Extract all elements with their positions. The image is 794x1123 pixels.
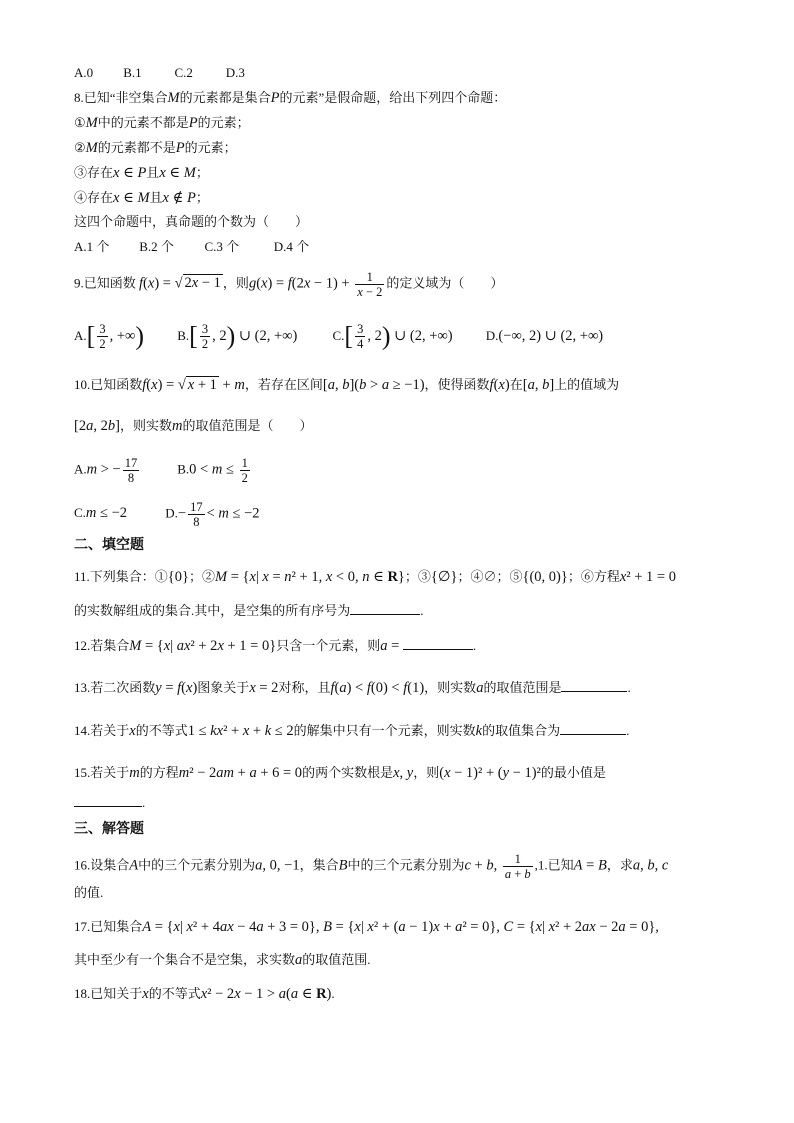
q10-stem2-c: 的取值范围是（ ） xyxy=(182,418,313,433)
q15-c: 的两个实数根是 xyxy=(302,765,394,780)
q15-d: ，则 xyxy=(413,765,440,780)
q10-stem-e: 上的值域为 xyxy=(554,377,620,392)
q10-stem2-b: ，则实数 xyxy=(119,418,172,433)
q10-option-c: C.m ≤ −2 xyxy=(74,505,128,522)
q10-stem-d: 在 xyxy=(509,377,523,392)
q8-stem-a: 8.已知“非空集合 xyxy=(74,90,168,105)
q11-answer-blank[interactable] xyxy=(350,602,420,615)
q9-opt-d-label: D. xyxy=(485,327,499,343)
q10-opt-b-label: B. xyxy=(177,461,190,477)
q10-option-d: D.− $\frac{17}{8}$ < m ≤ −2 xyxy=(165,500,260,529)
q7-option-a: A.0 xyxy=(74,65,94,80)
q10-option-a: A.m > − $\frac{17}{8}$ xyxy=(74,456,138,485)
q13-c: 对称，且 xyxy=(278,680,331,695)
q15-end: . xyxy=(142,795,146,810)
q16-c: ，集合 xyxy=(299,857,339,873)
q9-option-d: D.(−∞, 2) ∪ (2, +∞) xyxy=(485,327,604,344)
q8-prop-4: ④存在x ∈ M且x ∉ P； xyxy=(74,190,209,206)
q12-end: . xyxy=(472,638,477,653)
q10-stem-c: ，使得函数 xyxy=(424,377,490,392)
q7-options xyxy=(74,64,245,82)
q14-c: 的解集中只有一个元素，则实数 xyxy=(293,723,476,738)
q13-a: 13.若二次函数 xyxy=(74,680,156,695)
q15-answer-blank[interactable] xyxy=(74,794,142,807)
section-fill-blank-heading: 二、填空题 xyxy=(74,537,144,553)
q17-line2-text: 其中至少有一个集合不是空集，求实数 xyxy=(74,952,296,967)
q8-prop-3: ③存在x ∈ P且x ∈ M； xyxy=(74,165,209,181)
section-answer-heading: 三、解答题 xyxy=(74,821,144,837)
q15-stem: 15.若关于m的方程m² − 2am + a + 6 = 0的两个实数根是x, y，则(x − 1)² + (y − 1)²的最小值是 xyxy=(74,765,606,781)
q14-a: 14.若关于 xyxy=(74,723,130,738)
q9-stem-c: 的定义域为（ ） xyxy=(386,275,504,291)
q8-p2-c: 的元素； xyxy=(184,140,237,155)
q8-ask: 这四个命题中，真命题的个数为（ ） xyxy=(74,214,309,229)
q8-options xyxy=(74,238,309,256)
q11-d: ；④∅；⑤ xyxy=(457,569,523,584)
q8-prop-2: ②M的元素都不是P的元素； xyxy=(74,140,237,156)
q14-answer-blank[interactable] xyxy=(560,722,626,735)
q8-p3-b: 且 xyxy=(146,165,160,180)
q13-answer-blank[interactable] xyxy=(561,679,627,692)
q11-line2-text: 的实数解组成的集合.其中，是空集的所有序号为 xyxy=(74,603,351,618)
q10-stem-2: [2a, 2b]，则实数m的取值范围是（ ） xyxy=(74,418,313,434)
q9-option-a: A.[ $\frac{3}{2}$ , +∞) xyxy=(74,321,144,351)
q8-p4-c: ； xyxy=(195,190,209,205)
q13-d: ，则实数 xyxy=(424,680,477,695)
q11-line2 xyxy=(74,602,424,620)
q10-options-row1 xyxy=(74,456,252,485)
q7-option-c: C.2 xyxy=(174,65,193,80)
q11-a: 11.下列集合：① xyxy=(74,569,168,584)
q17-stem: 17.已知集合A = {x| x² + 4ax − 4a + 3 = 0}, B = {x| x² + (a − 1)x + a² = 0}, C = {x| x² + 2ax − 2a = 0}, xyxy=(74,919,659,935)
q8-p1-b: 中的元素不都是 xyxy=(97,115,189,130)
q10-opt-c-label: C. xyxy=(74,505,86,521)
q8-p3-a: ③存在 xyxy=(74,165,114,180)
q8-stem: 8.已知“非空集合M的元素都是集合P的元素”是假命题，给出下列四个命题： xyxy=(74,90,507,106)
q14-end: . xyxy=(626,723,630,738)
q12-b: 只含一个元素，则 xyxy=(276,638,381,653)
q14-b: 的不等式 xyxy=(135,723,188,738)
q8-p4-b: 且 xyxy=(149,190,163,205)
q8-p4-a: ④存在 xyxy=(74,190,114,205)
q10-stem-b: ，若存在区间 xyxy=(244,377,323,392)
q17-line2-end: 的取值范围. xyxy=(302,952,371,967)
q16-stem: 16.设集合A中的三个元素分别为a, 0, −1，集合B中的三个元素分别为c + b, $\frac{1}{a + b}$ ,1.已知A = B，求a, b, c xyxy=(74,852,669,881)
q11-b: ；② xyxy=(188,569,215,584)
q11-stem: 11.下列集合：①{0}；②M = {x| x = n² + 1, x < 0, n ∈ R}；③{∅}；④∅；⑤{(0, 0)}；⑥方程x² + 1 = 0 xyxy=(74,569,676,585)
q9-option-b: B.[ $\frac{3}{2}$ , 2) ∪ (2, +∞) xyxy=(177,321,298,351)
q8-p1-a: ① xyxy=(74,115,86,130)
q8-p3-c: ； xyxy=(195,165,209,180)
q9-options xyxy=(74,322,603,351)
q8-stem-b: 的元素都是集合 xyxy=(179,90,271,105)
q16-b: 中的三个元素分别为 xyxy=(138,857,256,873)
q10-option-b: B.0 < m ≤ $\frac{1}{2}$ xyxy=(177,456,248,485)
q9-stem-a: 9.已知函数 xyxy=(74,275,136,291)
q8-option-d: D.4 个 xyxy=(273,239,310,254)
q12-answer-blank[interactable] xyxy=(403,637,473,650)
q12-a: 12.若集合 xyxy=(74,638,130,653)
q8-option-b: B.2 个 xyxy=(139,239,174,254)
q12-stem: 12.若集合M = {x| ax² + 2x + 1 = 0}只含一个元素，则a = . xyxy=(74,638,477,654)
q16-a: 16.设集合 xyxy=(74,857,130,873)
q16-d: 中的三个元素分别为 xyxy=(347,857,465,873)
q9-stem-b: ，则 xyxy=(222,275,249,291)
q8-option-c: C.3 个 xyxy=(204,239,240,254)
q9-opt-a-label: A. xyxy=(74,327,87,343)
q8-p2-b: 的元素都不是 xyxy=(97,140,176,155)
q10-opt-a-label: A. xyxy=(74,461,87,477)
q13-e: 的取值范围是 xyxy=(483,680,562,695)
q16-line2: 的值. xyxy=(74,885,104,900)
q15-a: 15.若关于 xyxy=(74,765,130,780)
q14-stem: 14.若关于x的不等式1 ≤ kx² + x + k ≤ 2的解集中只有一个元素，则实数k的取值集合为 . xyxy=(74,723,630,739)
q10-options-row2 xyxy=(74,500,260,529)
q18-b: 的不等式 xyxy=(148,986,201,1001)
q15-line2 xyxy=(74,794,145,812)
q8-prop-1: ①M中的元素不都是P的元素； xyxy=(74,115,250,131)
q18-end: . xyxy=(331,986,335,1001)
q10-stem: 10.已知函数f(x) = √ x + 1 + m，若存在区间[a, b](b > a ≥ −1)，使得函数f(x)在[a, b]上的值域为 xyxy=(74,377,620,393)
q18-a: 18.已知关于 xyxy=(74,986,143,1001)
q9-stem: 9.已知函数 f(x) = √ 2x − 1 ，则g(x) = f(2x − 1) + $\frac{1}{x - 2}$ 的定义域为（ ） xyxy=(74,270,504,299)
q14-d: 的取值集合为 xyxy=(482,723,561,738)
q15-b: 的方程 xyxy=(139,765,179,780)
q16-e: ,1.已知 xyxy=(534,857,574,873)
q8-p1-c: 的元素； xyxy=(197,115,250,130)
q11-c: ；③ xyxy=(404,569,431,584)
q10-stem-a: 10.已知函数 xyxy=(74,377,143,392)
q7-option-d: D.3 xyxy=(225,65,245,80)
q13-stem: 13.若二次函数y = f(x)图象关于x = 2对称，且f(a) < f(0) < f(1)，则实数a的取值范围是 . xyxy=(74,680,631,696)
q8-stem-c: 的元素”是假命题，给出下列四个命题： xyxy=(279,90,507,105)
q10-opt-d-label: D. xyxy=(165,505,178,521)
q17-line2: 其中至少有一个集合不是空集，求实数a的取值范围. xyxy=(74,952,371,968)
q15-e: 的最小值是 xyxy=(540,765,606,780)
q11-end: . xyxy=(420,603,424,618)
q13-b: 图象关于 xyxy=(197,680,250,695)
q8-p2-a: ② xyxy=(74,140,86,155)
q7-option-b: B.1 xyxy=(123,65,142,80)
q16-f: ，求 xyxy=(606,857,633,873)
q18-stem: 18.已知关于x的不等式x² − 2x − 1 > a(a ∈ R). xyxy=(74,986,335,1002)
q13-end: . xyxy=(627,680,631,695)
q9-opt-b-label: B. xyxy=(177,327,190,343)
q11-e: ；⑥方程 xyxy=(567,569,620,584)
q9-opt-c-label: C. xyxy=(332,327,345,343)
q17-a: 17.已知集合 xyxy=(74,919,143,934)
q9-option-c: C.[ $\frac{3}{4}$ , 2) ∪ (2, +∞) xyxy=(332,321,453,351)
q8-option-a: A.1 个 xyxy=(74,239,110,254)
